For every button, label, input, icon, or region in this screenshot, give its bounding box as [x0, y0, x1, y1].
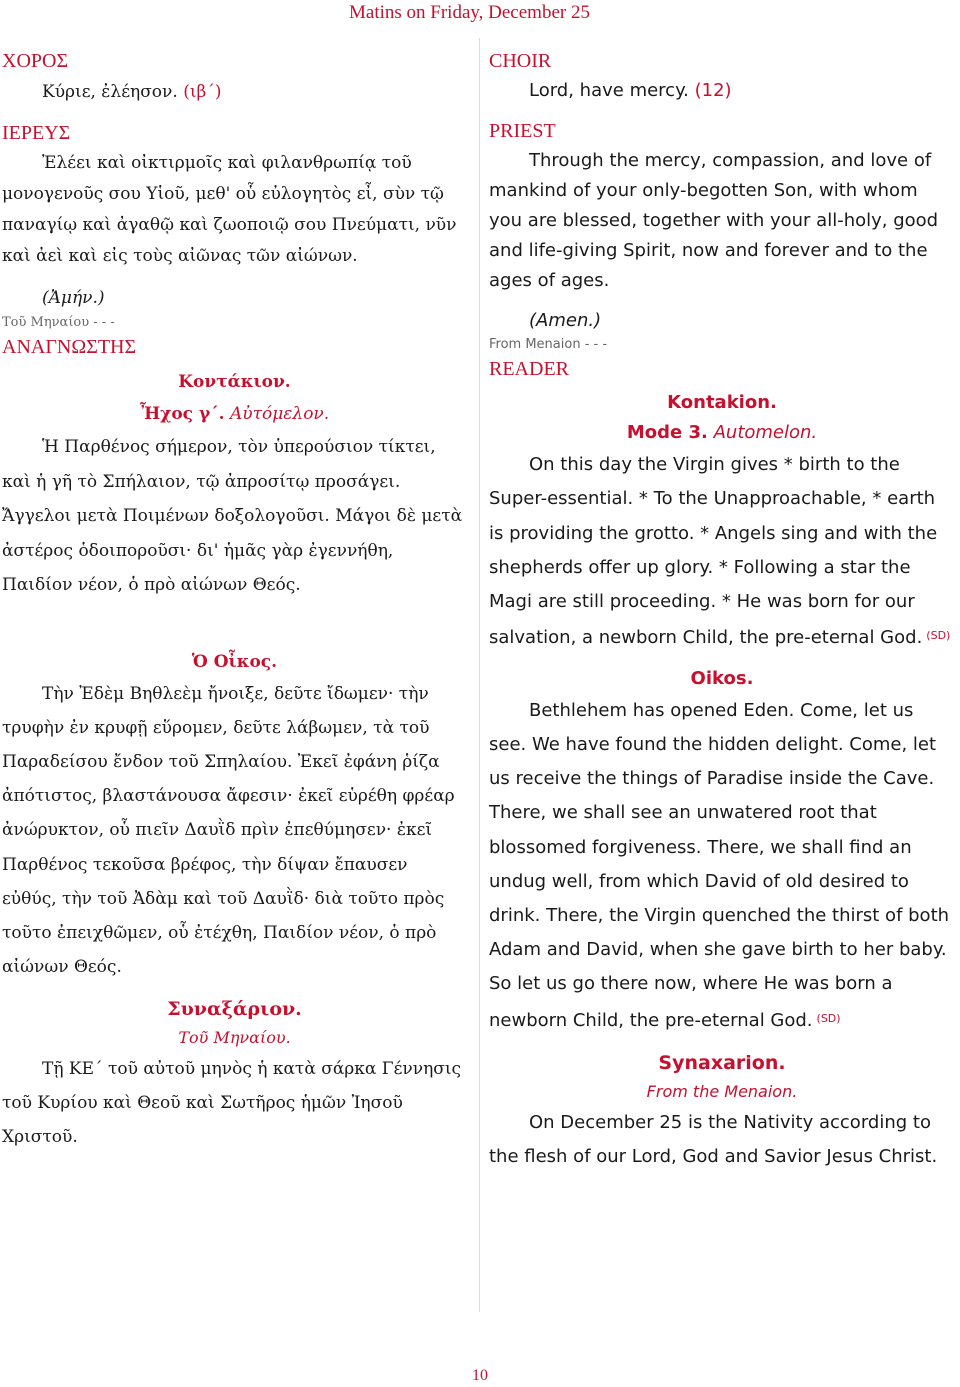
english-kontakion-paragraph [489, 448, 955, 656]
greek-mode-label: Ἦχος γ΄. [139, 404, 225, 424]
english-choir-count: (12) [694, 80, 732, 101]
english-mode-label: Mode 3. [626, 422, 708, 443]
greek-mode-line [2, 398, 467, 430]
greek-priest-text: Ἐλέει καὶ οἰκτιρμοῖς καὶ φιλανθρωπίᾳ τοῦ μονογενοῦς σου Υἱοῦ, μεθ' οὗ εὐλογητὸς εἶ, σὺν τῷ παναγίῳ καὶ ἀγαθῷ καὶ ζωοποιῷ σου Πνεύματι, νῦν καὶ ἀεὶ καὶ εἰς τοὺς αἰῶνας τῶν αἰώνων. [2, 153, 457, 266]
greek-priest-label: ΙΕΡΕΥΣ [2, 122, 71, 144]
greek-choir-text: Κύριε, ἐλέησον. [42, 82, 178, 102]
running-header: Matins on Friday, December 25 [349, 2, 590, 23]
greek-choir-count: (ιβ΄) [183, 82, 222, 102]
greek-column [2, 46, 467, 1154]
english-synaxarion-title: Synaxarion. [658, 1051, 786, 1074]
greek-oikos-text: Τὴν Ἐδὲμ Βηθλεὲμ ἤνοιξε, δεῦτε ἴδωμεν· τὴν τρυφὴν ἐν κρυφῇ εὕρομεν, δεῦτε λάβωμεν, τὰ τοῦ Παραδείσου ἔνδον τοῦ Σπηλαίου. Ἐκεῖ ἐφάνη ῥίζα ἀπότιστος, βλαστάνουσα ἄφεσιν· ἐκεῖ εὑρέθη φρέαρ ἀνώρυκτον, οὗ πιεῖν Δαυῒδ πρὶν ἐπεθύμησεν· ἐκεῖ Παρθένος τεκοῦσα βρέφος, τὴν δίψαν ἔπαυσεν εὐθύς, τὴν τοῦ Ἀδὰμ καὶ τοῦ Δαυῒδ· διὰ τοῦτο πρὸς τοῦτο ἐπειχθῶμεν, οὗ ἐτέχθη, Παιδίον νέον, ὁ πρὸ αἰώνων Θεός. [2, 683, 455, 978]
english-synaxarion-text: On December 25 is the Nativity according to the flesh of our Lord, God and Savior Jesus Christ. [489, 1111, 938, 1167]
english-oikos-title: Oikos. [690, 667, 754, 689]
greek-amen: (Ἀμήν.) [42, 288, 105, 308]
english-choir-text: Lord, have mercy. [529, 80, 689, 101]
greek-choir-label: ΧΟΡΟΣ [2, 50, 69, 72]
greek-source: Τοῦ Μηναίου - - - [2, 315, 115, 330]
english-oikos-mark: (SD) [816, 1011, 841, 1025]
english-priest-label: PRIEST [489, 120, 556, 142]
greek-kontakion-title: Κοντάκιον. [178, 372, 291, 392]
english-oikos-text: Bethlehem has opened Eden. Come, let us see. We have found the hidden delight. Come, let us receive the things of Paradise inside the Cave. There, we shall see an unwatered root that blossomed forgiveness. There, we shall find an undug well, from which David of old desired to drink. There, the Virgin quenched the thirst of both Adam and David, when she gave birth to her baby. So let us go there now, where He was born a newborn Child, the pre-eternal God. [489, 699, 950, 1031]
english-source: From Menaion - - - [489, 337, 608, 352]
english-mode-melody: Automelon. [713, 422, 818, 443]
greek-reader-label: ΑΝΑΓΝΩΣΤΗΣ [2, 336, 137, 358]
english-choir-line [489, 76, 955, 106]
greek-kontakion-text: Ἡ Παρθένος σήμερον, τὸν ὑπερούσιον τίκτει, καὶ ἡ γῆ τὸ Σπήλαιον, τῷ ἀπροσίτῳ προσάγει. Ἄγγελοι μετὰ Ποιμένων δοξολογοῦσι. Μάγοι δὲ μετὰ ἀστέρος ὁδοιποροῦσι· δι' ἡμᾶς γὰρ ἐγεννήθη, Παιδίον νέον, ὁ πρὸ αἰώνων Θεός. [2, 437, 463, 595]
english-amen: (Amen.) [529, 310, 602, 331]
greek-mode-melody: Αὐτόμελον. [230, 404, 330, 424]
english-choir-label: CHOIR [489, 50, 552, 72]
english-priest-text: Through the mercy, compassion, and love of mankind of your only-begotten Son, with whom you are blessed, together with your all-holy, good and life-giving Spirit, now and forever and to the ages of ages. [489, 150, 939, 291]
english-kontakion-text: On this day the Virgin gives * birth to the Super-essential. * To the Unapproachable, * earth is providing the grotto. * Angels sing and with the shepherds offer up glory. * Following a star the Magi are still proceeding. * He was born for our salvation, a newborn Child, the pre-eternal God. [489, 454, 938, 649]
greek-choir-line [2, 76, 467, 108]
column-divider [479, 38, 480, 1312]
greek-oikos-title: Ὁ Οἶκος. [191, 651, 278, 672]
english-column [489, 46, 955, 1174]
english-oikos-paragraph [489, 694, 955, 1038]
english-mode-line [489, 418, 955, 448]
greek-synaxarion-text: Τῇ ΚΕ΄ τοῦ αὐτοῦ μηνὸς ἡ κατὰ σάρκα Γέννησις τοῦ Κυρίου καὶ Θεοῦ καὶ Σωτῆρος ἡμῶν Ἰησοῦ Χριστοῦ. [2, 1059, 462, 1148]
english-reader-label: READER [489, 358, 569, 380]
english-synaxarion-source: From the Menaion. [646, 1081, 798, 1101]
greek-synaxarion-source: Τοῦ Μηναίου. [178, 1028, 291, 1048]
page-number: 10 [472, 1367, 488, 1384]
greek-synaxarion-title: Συναξάριον. [167, 998, 302, 1021]
english-kontakion-title: Kontakion. [667, 392, 777, 413]
english-kontakion-mark: (SD) [926, 629, 951, 643]
